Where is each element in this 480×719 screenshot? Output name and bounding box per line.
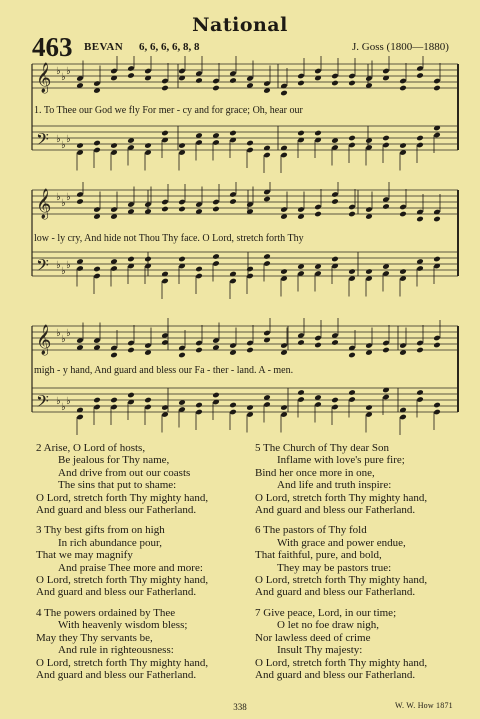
svg-text:♭: ♭ [66, 134, 71, 145]
svg-text:♭: ♭ [61, 140, 66, 151]
stanza [255, 524, 470, 598]
verse-line: Insult Thy majesty: [277, 644, 363, 657]
svg-text:♭: ♭ [66, 66, 71, 77]
svg-text:♭: ♭ [61, 198, 66, 209]
verse-line: That we may magnify [36, 549, 133, 562]
verse-line: And rule in righteousness: [58, 644, 174, 657]
verses-left-column [36, 442, 251, 689]
verses-right-column [255, 442, 470, 689]
page-number: 338 [233, 702, 247, 712]
bass-staff [32, 252, 458, 299]
author-credit: W. W. How 1871 [395, 701, 453, 710]
svg-text:♭: ♭ [56, 396, 61, 407]
bass-clef-icon: 𝄢 [36, 129, 49, 153]
verse-line: Be jealous for Thy name, [58, 454, 170, 467]
svg-text:♭: ♭ [61, 402, 66, 413]
verse-line: 6 The pastors of Thy fold [255, 524, 367, 537]
stanza [36, 524, 251, 598]
verse-line: In rich abundance pour, [58, 536, 163, 549]
stanza [255, 607, 470, 681]
verse-line: And guard and bless our Fatherland. [36, 586, 197, 599]
verse-line: They may be pastors true: [277, 561, 392, 574]
verse-line: And drive from out our coasts [58, 466, 191, 479]
svg-text:♭: ♭ [61, 334, 66, 345]
bass-staff [32, 387, 458, 435]
verse-line: And guard and bless our Fatherland. [36, 504, 197, 517]
verse-line: And life and truth inspire: [277, 479, 392, 492]
treble-clef-icon: 𝄞 [36, 325, 52, 355]
bass-clef-icon: 𝄢 [36, 391, 49, 415]
verse-line: O let no foe draw nigh, [277, 619, 380, 632]
verse-line: O Lord, stretch forth Thy mighty hand, [36, 574, 209, 587]
treble-staff [32, 182, 458, 222]
treble-clef-icon: 𝄞 [36, 63, 52, 93]
composer-credit: J. Goss (1800—1880) [352, 41, 449, 53]
verse-line: And guard and bless our Fatherland. [255, 504, 416, 517]
bass-clef-icon: 𝄢 [36, 255, 49, 279]
page-section-title: National [192, 14, 288, 36]
lyric-line-3: migh - y hand, And guard and bless our Fa - ther - land. A - men. [34, 365, 294, 376]
lyric-line-2: low - ly cry, And hide not Thou Thy face. O Lord, stretch forth Thy [34, 233, 304, 244]
stanza [255, 442, 470, 516]
verse-line: May they Thy servants be, [36, 631, 153, 644]
verse-line: 3 Thy best gifts from on high [36, 524, 165, 537]
verse-line: And praise Thee more and more: [58, 561, 203, 574]
verse-line: 2 Arise, O Lord of hosts, [36, 442, 146, 454]
svg-text:♭: ♭ [61, 266, 66, 277]
stanza [36, 442, 251, 516]
verse-line: Bind her once more in one, [255, 466, 375, 479]
verse-line: 4 The powers ordained by Thee [36, 606, 176, 619]
verse-line: 5 The Church of Thy dear Son [255, 442, 390, 454]
music-system-1 [28, 56, 462, 176]
treble-staff [32, 56, 458, 96]
svg-text:♭: ♭ [56, 260, 61, 271]
svg-text:♭: ♭ [66, 192, 71, 203]
music-system-3 [28, 318, 462, 438]
verse-line: O Lord, stretch forth Thy mighty hand, [255, 491, 428, 504]
svg-text:♭: ♭ [56, 66, 61, 77]
verse-line: O Lord, stretch forth Thy mighty hand, [36, 491, 209, 504]
hymn-number: 463 [32, 32, 73, 62]
verse-line: And guard and bless our Fatherland. [255, 586, 416, 599]
verse-line: And guard and bless our Fatherland. [36, 668, 197, 681]
verse-line: 7 Give peace, Lord, in our time; [255, 606, 397, 619]
treble-clef-icon: 𝄞 [36, 189, 52, 219]
treble-staff [32, 318, 458, 358]
music-notation [28, 56, 462, 176]
verse-line: And guard and bless our Fatherland. [255, 668, 416, 681]
verse-line: With grace and power endue, [277, 536, 406, 549]
svg-text:♭: ♭ [61, 72, 66, 83]
svg-text:♭: ♭ [56, 328, 61, 339]
svg-text:♭: ♭ [66, 328, 71, 339]
meter: 6, 6, 6, 6, 8, 8 [139, 41, 200, 53]
lyric-line-1: 1. To Thee our God we fly For mer - cy and for grace; Oh, hear our [34, 105, 303, 116]
bass-staff [32, 125, 458, 173]
verse-line: O Lord, stretch forth Thy mighty hand, [255, 574, 428, 587]
verse-line: The sins that put to shame: [58, 479, 177, 492]
svg-text:♭: ♭ [56, 134, 61, 145]
svg-text:♭: ♭ [66, 260, 71, 271]
music-notation [28, 318, 462, 438]
tune-name: BEVAN [84, 41, 124, 53]
svg-text:♭: ♭ [56, 192, 61, 203]
verse-line: Inflame with love's pure fire; [277, 454, 405, 467]
svg-text:♭: ♭ [66, 396, 71, 407]
stanza [36, 607, 251, 681]
verse-line: Nor lawless deed of crime [255, 631, 371, 644]
verse-line: With heavenly wisdom bless; [58, 619, 188, 632]
verse-line: O Lord, stretch forth Thy mighty hand, [36, 656, 209, 669]
verse-line: That faithful, pure, and bold, [255, 549, 382, 562]
verse-line: O Lord, stretch forth Thy mighty hand, [255, 656, 428, 669]
